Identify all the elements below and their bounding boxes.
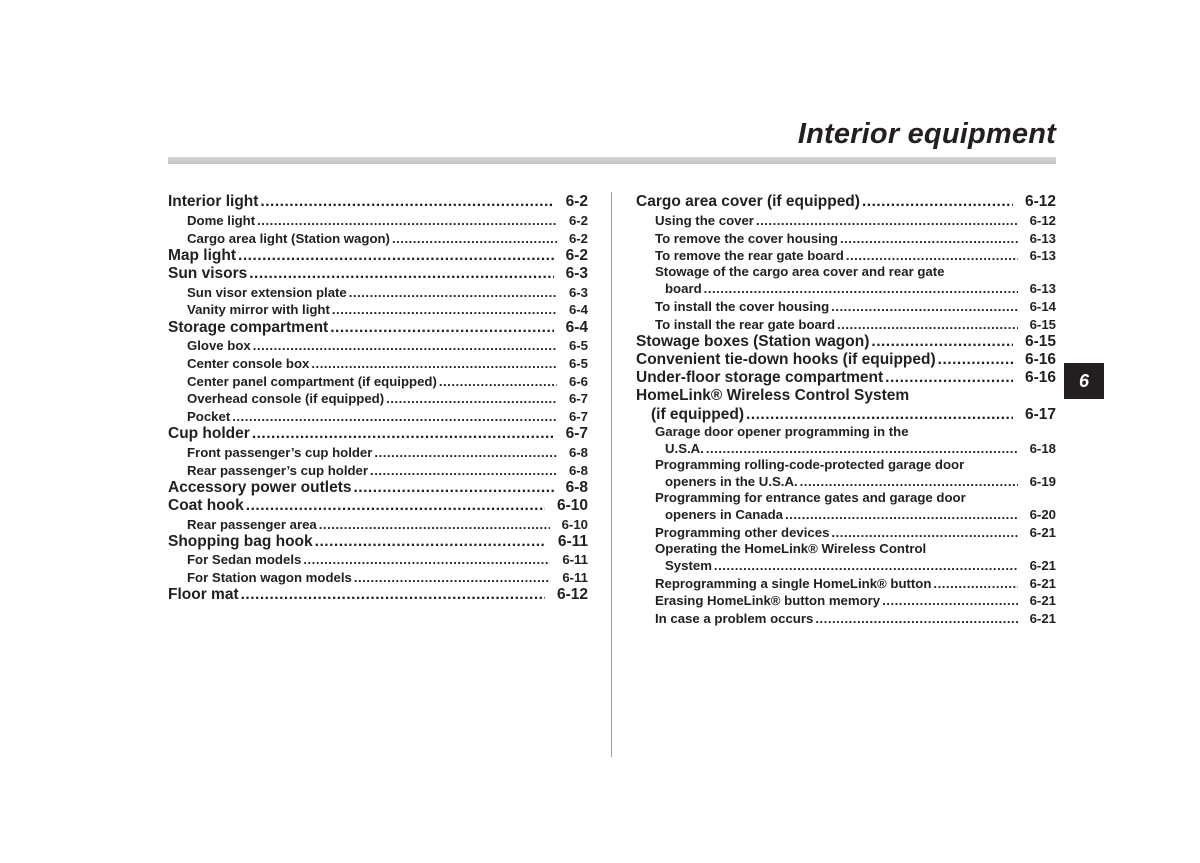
dot-leader xyxy=(882,592,1017,609)
toc-entry-title-continued: openers in the U.S.A. xyxy=(665,474,798,490)
toc-entry-sub[interactable] xyxy=(636,424,1056,457)
toc-entry-sub[interactable] xyxy=(168,229,588,247)
dot-leader xyxy=(392,230,557,247)
toc-entry-title-continued: board xyxy=(665,281,702,297)
dot-leader xyxy=(241,586,545,604)
dot-leader xyxy=(353,479,553,497)
toc-entry-sub[interactable] xyxy=(168,354,588,372)
toc-entry-title: Rear passenger area xyxy=(187,516,317,532)
dot-leader xyxy=(311,355,557,372)
toc-entry-main[interactable] xyxy=(168,265,588,283)
dot-leader xyxy=(933,575,1017,592)
toc-entry-title-continued: (if equipped) xyxy=(651,406,744,424)
dot-leader xyxy=(840,230,1018,247)
toc-entry-title: Storage compartment xyxy=(168,318,329,336)
toc-right-column xyxy=(636,193,1056,627)
toc-entry-title: Pocket xyxy=(187,408,231,424)
toc-page-number: 6-8 xyxy=(565,478,588,496)
toc-entry-main[interactable] xyxy=(168,497,588,515)
toc-entry-sub[interactable] xyxy=(168,461,588,479)
toc-entry-main[interactable] xyxy=(168,318,588,336)
toc-page-number: 6-21 xyxy=(1029,610,1056,626)
toc-page-number: 6-6 xyxy=(568,373,588,389)
toc-entry-sub[interactable] xyxy=(168,301,588,319)
toc-entry-title: To install the rear gate board xyxy=(655,316,836,332)
dot-leader xyxy=(837,316,1018,333)
dot-leader xyxy=(330,319,553,337)
title-rule xyxy=(168,157,1056,164)
toc-page-number: 6-17 xyxy=(1024,406,1056,424)
toc-entry-title: For Station wagon models xyxy=(187,570,352,586)
column-divider xyxy=(611,192,612,757)
toc-entry-sub[interactable] xyxy=(636,211,1056,229)
toc-entry-main[interactable] xyxy=(168,247,588,265)
dot-leader xyxy=(253,337,557,354)
toc-entry-title: Cargo area cover (if equipped) xyxy=(636,193,860,211)
toc-entry-title: Interior light xyxy=(168,193,259,211)
toc-page-number: 6-8 xyxy=(568,444,588,460)
toc-entry-title: Coat hook xyxy=(168,496,244,514)
dot-leader xyxy=(846,247,1018,264)
toc-entry-title: Accessory power outlets xyxy=(168,478,352,496)
toc-entry-sub[interactable] xyxy=(636,297,1056,315)
toc-entry-sub[interactable] xyxy=(168,211,588,229)
toc-page-number: 6-2 xyxy=(565,193,588,211)
dot-leader xyxy=(800,474,1018,490)
toc-entry-sub[interactable] xyxy=(168,568,588,586)
toc-entry-title: For Sedan models xyxy=(187,552,302,568)
toc-page-number: 6-3 xyxy=(568,284,588,300)
toc-page-number: 6-4 xyxy=(568,302,588,318)
toc-entry-sub[interactable] xyxy=(168,283,588,301)
toc-entry-sub[interactable] xyxy=(636,609,1056,627)
toc-entry-sub[interactable] xyxy=(636,229,1056,247)
toc-page-number: 6-11 xyxy=(562,552,588,568)
toc-entry-title: Sun visors xyxy=(168,264,248,282)
toc-entry-title: Programming for entrance gates and garage door xyxy=(655,490,966,506)
toc-page-number: 6-12 xyxy=(556,586,588,604)
toc-page-number: 6-12 xyxy=(1029,212,1056,228)
toc-page-number: 6-15 xyxy=(1029,316,1056,332)
toc-page-number: 6-16 xyxy=(1024,351,1056,368)
toc-entry-sub[interactable] xyxy=(168,407,588,425)
dot-leader xyxy=(319,516,550,533)
toc-entry-title: Center console box xyxy=(187,355,310,371)
toc-entry-sub[interactable] xyxy=(636,457,1056,490)
toc-entry-title: Programming rolling-code-protected garage door xyxy=(655,457,965,473)
toc-entry-title: Glove box xyxy=(187,338,251,354)
dot-leader xyxy=(232,408,557,425)
toc-entry-sub[interactable] xyxy=(636,574,1056,592)
toc-page-number: 6-2 xyxy=(565,246,588,264)
toc-page-number: 6-21 xyxy=(1029,524,1056,540)
toc-entry-main[interactable] xyxy=(636,387,1056,424)
dot-leader xyxy=(938,351,1013,369)
toc-page-number: 6-7 xyxy=(565,425,588,443)
toc-entry-title: Dome light xyxy=(187,212,256,228)
toc-page-number: 6-13 xyxy=(1029,248,1056,264)
dot-leader xyxy=(815,610,1017,627)
dot-leader xyxy=(746,406,1013,424)
toc-entry-sub[interactable] xyxy=(636,541,1056,574)
toc-entry-title-continued: System xyxy=(665,557,712,573)
toc-page-number: 6-19 xyxy=(1029,474,1056,490)
toc-entry-title-continued: openers in Canada xyxy=(665,507,783,523)
chapter-tab[interactable]: 6 xyxy=(1064,363,1104,399)
toc-entry-sub[interactable] xyxy=(168,551,588,569)
toc-entry-title: In case a problem occurs xyxy=(655,610,814,626)
toc-entry-title: Floor mat xyxy=(168,586,239,604)
dot-leader xyxy=(831,524,1017,541)
toc-entry-main[interactable] xyxy=(636,369,1056,387)
dot-leader xyxy=(238,247,554,265)
toc-page-number: 6-14 xyxy=(1029,298,1056,314)
toc-entry-sub[interactable] xyxy=(168,515,588,533)
dot-leader xyxy=(332,301,557,318)
toc-page-number: 6-15 xyxy=(1024,332,1056,350)
toc-page-number: 6-20 xyxy=(1029,507,1056,523)
toc-entry-title-continued: U.S.A. xyxy=(665,441,704,457)
toc-entry-main[interactable] xyxy=(636,193,1056,211)
toc-entry-main[interactable] xyxy=(168,479,588,497)
toc-page-number: 6-13 xyxy=(1029,281,1056,297)
toc-entry-main[interactable] xyxy=(636,351,1056,369)
dot-leader xyxy=(257,212,557,229)
dot-leader xyxy=(246,497,545,515)
toc-page-number: 6-12 xyxy=(1024,193,1056,211)
toc-entry-main[interactable] xyxy=(168,586,588,604)
toc-entry-title: To remove the cover housing xyxy=(655,230,838,246)
toc-entry-title: Stowage boxes (Station wagon) xyxy=(636,332,870,350)
toc-entry-title: Center panel compartment (if equipped) xyxy=(187,373,437,389)
toc-entry-title: Operating the HomeLink® Wireless Control xyxy=(655,540,927,556)
toc-page-number: 6-2 xyxy=(568,230,588,246)
toc-entry-title: Reprogramming a single HomeLink® button xyxy=(655,575,932,591)
dot-leader xyxy=(756,212,1018,229)
toc-entry-sub[interactable] xyxy=(636,315,1056,333)
toc-entry-sub[interactable] xyxy=(168,390,588,408)
toc-entry-sub[interactable] xyxy=(168,443,588,461)
dot-leader xyxy=(439,373,557,390)
toc-entry-title: Stowage of the cargo area cover and rear gate xyxy=(655,264,945,280)
toc-entry-main[interactable] xyxy=(636,333,1056,351)
toc-page-number: 6-10 xyxy=(556,496,588,514)
toc-page-number: 6-21 xyxy=(1029,575,1056,591)
dot-leader xyxy=(315,533,546,551)
toc-entry-title: Using the cover xyxy=(655,212,754,228)
toc-entry-title: Sun visor extension plate xyxy=(187,284,347,300)
toc-page-number: 6-8 xyxy=(568,462,588,478)
toc-entry-title: Erasing HomeLink® button memory xyxy=(655,593,881,609)
toc-entry-title: Convenient tie-down hooks (if equipped) xyxy=(636,351,936,368)
dot-leader xyxy=(249,265,553,283)
toc-page-number: 6-18 xyxy=(1029,441,1056,457)
toc-entry-title: HomeLink® Wireless Control System xyxy=(636,387,910,405)
dot-leader xyxy=(862,193,1013,211)
toc-entry-title: Cargo area light (Station wagon) xyxy=(187,230,390,246)
toc-entry-sub[interactable] xyxy=(168,372,588,390)
toc-entry-sub[interactable] xyxy=(636,490,1056,523)
toc-page-number: 6-5 xyxy=(568,338,588,354)
dot-leader xyxy=(831,298,1017,315)
toc-entry-title: Vanity mirror with light xyxy=(187,302,330,318)
toc-page-number: 6-16 xyxy=(1024,369,1056,387)
toc-entry-title: Under-floor storage compartment xyxy=(636,369,884,387)
dot-leader xyxy=(885,369,1013,387)
dot-leader xyxy=(714,558,1018,574)
toc-entry-title: Cup holder xyxy=(168,425,250,443)
toc-entry-title: Rear passenger’s cup holder xyxy=(187,462,369,478)
dot-leader xyxy=(706,441,1018,457)
dot-leader xyxy=(374,444,557,461)
toc-page-number: 6-11 xyxy=(562,570,588,586)
toc-page-number: 6-13 xyxy=(1029,230,1056,246)
dot-leader xyxy=(354,569,550,586)
dot-leader xyxy=(871,333,1013,351)
toc-entry-sub[interactable] xyxy=(636,264,1056,297)
toc-page-number: 6-7 xyxy=(568,408,588,424)
toc-entry-main[interactable] xyxy=(168,425,588,443)
toc-page-number: 6-21 xyxy=(1029,593,1056,609)
dot-leader xyxy=(303,551,550,568)
toc-entry-main[interactable] xyxy=(168,533,588,551)
toc-entry-sub[interactable] xyxy=(636,247,1056,265)
toc-entry-title: Map light xyxy=(168,246,237,264)
toc-entry-sub[interactable] xyxy=(168,337,588,355)
chapter-title: Interior equipment xyxy=(797,118,1056,150)
toc-page-number: 6-10 xyxy=(561,516,588,532)
toc-entry-title: To install the cover housing xyxy=(655,298,830,314)
toc-page-number: 6-11 xyxy=(557,532,588,550)
toc-entry-sub[interactable] xyxy=(636,523,1056,541)
dot-leader xyxy=(260,193,553,211)
dot-leader xyxy=(704,281,1018,297)
toc-entry-title: To remove the rear gate board xyxy=(655,248,844,264)
toc-page-number: 6-5 xyxy=(568,355,588,371)
toc-entry-title: Programming other devices xyxy=(655,524,830,540)
dot-leader xyxy=(785,507,1018,523)
toc-entry-title: Front passenger’s cup holder xyxy=(187,444,373,460)
toc-entry-title: Overhead console (if equipped) xyxy=(187,391,385,407)
toc-entry-title: Garage door opener programming in the xyxy=(655,424,909,440)
dot-leader xyxy=(386,390,557,407)
toc-entry-sub[interactable] xyxy=(636,592,1056,610)
toc-page-number: 6-3 xyxy=(565,264,588,282)
toc-entry-title: Shopping bag hook xyxy=(168,532,313,550)
toc-page-number: 6-21 xyxy=(1029,557,1056,573)
dot-leader xyxy=(349,284,557,301)
toc-page-number: 6-4 xyxy=(565,318,588,336)
toc-page-number: 6-7 xyxy=(568,391,588,407)
toc-left-column xyxy=(168,193,588,604)
dot-leader xyxy=(370,462,557,479)
toc-page-number: 6-2 xyxy=(568,212,588,228)
toc-entry-main[interactable] xyxy=(168,193,588,211)
dot-leader xyxy=(252,425,554,443)
